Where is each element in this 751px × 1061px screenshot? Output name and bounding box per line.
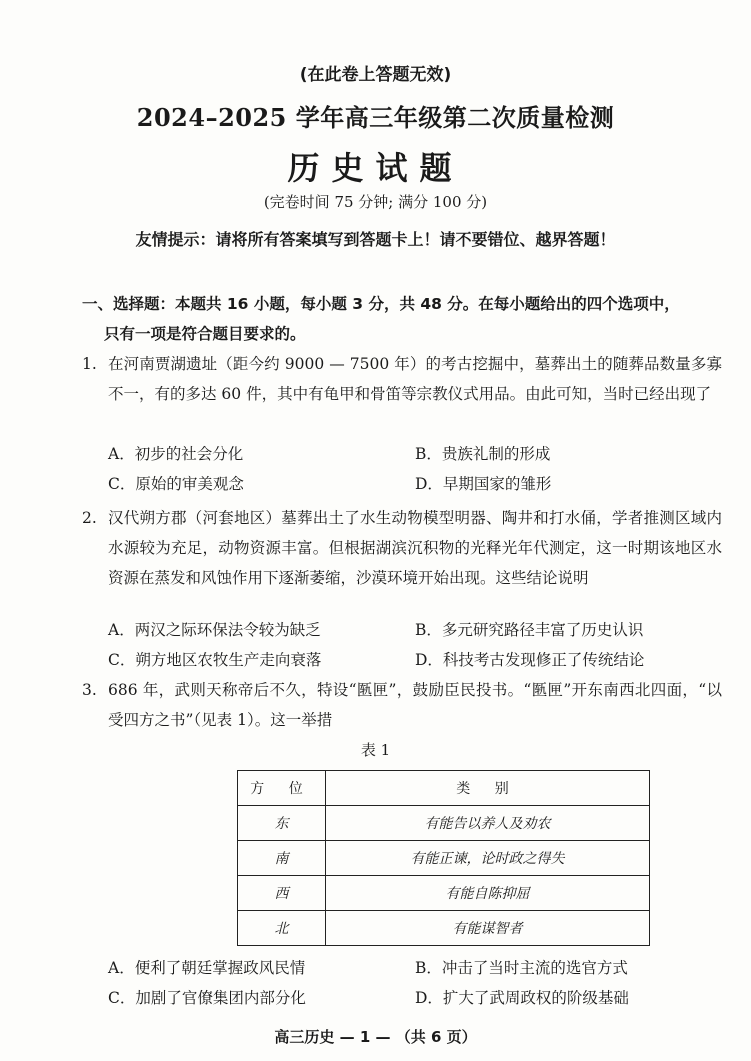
question-stem: 686 年，武则天称帝后不久，特设“匦匣”，鼓励臣民投书。“匦匣”开东南西北四面，“以受四方之书”（见表 1）。这一举措	[108, 681, 722, 729]
option-b: B．冲击了当时主流的选官方式	[415, 959, 628, 977]
question-number: 2.	[82, 509, 97, 527]
direction-cell: 东	[238, 806, 326, 841]
option-d: D．科技考古发现修正了传统结论	[415, 651, 645, 669]
question-2	[82, 503, 722, 593]
table-caption: 表 1	[360, 741, 391, 759]
option-a: A．两汉之际环保法令较为缺乏	[108, 621, 321, 639]
subject-title: 历史试题	[287, 149, 464, 187]
exam-title: 2024–2025 学年高三年级第二次质量检测	[136, 103, 615, 132]
table-header-row	[238, 771, 650, 806]
option-b: B．贵族礼制的形成	[415, 445, 551, 463]
question-number: 1.	[82, 355, 97, 373]
direction-cell: 北	[238, 911, 326, 946]
option-a: A．初步的社会分化	[108, 445, 244, 463]
section-heading	[82, 289, 722, 349]
option-c: C．原始的审美观念	[108, 475, 244, 493]
question-number: 3.	[82, 681, 97, 699]
question-stem: 在河南贾湖遗址（距今约 9000 — 7500 年）的考古挖掘中，墓葬出土的随葬品数量多寡不一，有的多达 60 件，其中有龟甲和骨笛等宗教仪式用品。由此可知，当时已经出现了	[108, 355, 722, 403]
option-d: D．扩大了武周政权的阶级基础	[415, 989, 629, 1007]
category-cell: 有能正谏，论时政之得失	[326, 841, 650, 876]
table-row	[238, 841, 650, 876]
question-stem: 汉代朔方郡（河套地区）墓葬出土了水生动物模型明器、陶井和打水俑，学者推测区域内水源较为充足，动物资源丰富。但根据湖滨沉积物的光释光年代测定，这一时期该地区水资源在蒸发和风蚀作用下逐渐萎缩，沙漠环境开始出现。这些结论说明	[108, 509, 722, 587]
question-3	[82, 675, 722, 735]
category-cell: 有能谋智者	[326, 911, 650, 946]
column-header: 类 别	[326, 771, 650, 806]
option-d: D．早期国家的雏形	[415, 475, 552, 493]
option-a: A．便利了朝廷掌握政风民情	[108, 959, 306, 977]
table-row	[238, 806, 650, 841]
time-score-info: (完卷时间 75 分钟; 满分 100 分)	[263, 193, 488, 211]
friendly-tip: 友情提示：请将所有答案填写到答题卡上！请不要错位、越界答题！	[135, 230, 616, 249]
table-row	[238, 876, 650, 911]
question-1	[82, 349, 722, 409]
page-footer: 高三历史 — 1 — （共 6 页）	[274, 1028, 477, 1046]
invalid-answer-notice: (在此卷上答题无效)	[299, 65, 452, 85]
option-c: C．加剧了官僚集团内部分化	[108, 989, 306, 1007]
category-cell: 有能告以养人及劝农	[326, 806, 650, 841]
option-c: C．朔方地区农牧生产走向衰落	[108, 651, 322, 669]
direction-table	[237, 770, 650, 946]
section-heading-line2: 只有一项是符合题目要求的。	[104, 325, 306, 343]
section-heading-line1: 一、选择题：本题共 16 小题，每小题 3 分，共 48 分。在每小题给出的四个选项中，	[82, 295, 680, 313]
direction-cell: 西	[238, 876, 326, 911]
option-b: B．多元研究路径丰富了历史认识	[415, 621, 644, 639]
table-row	[238, 911, 650, 946]
category-cell: 有能自陈抑屈	[326, 876, 650, 911]
direction-cell: 南	[238, 841, 326, 876]
column-header: 方 位	[238, 771, 326, 806]
